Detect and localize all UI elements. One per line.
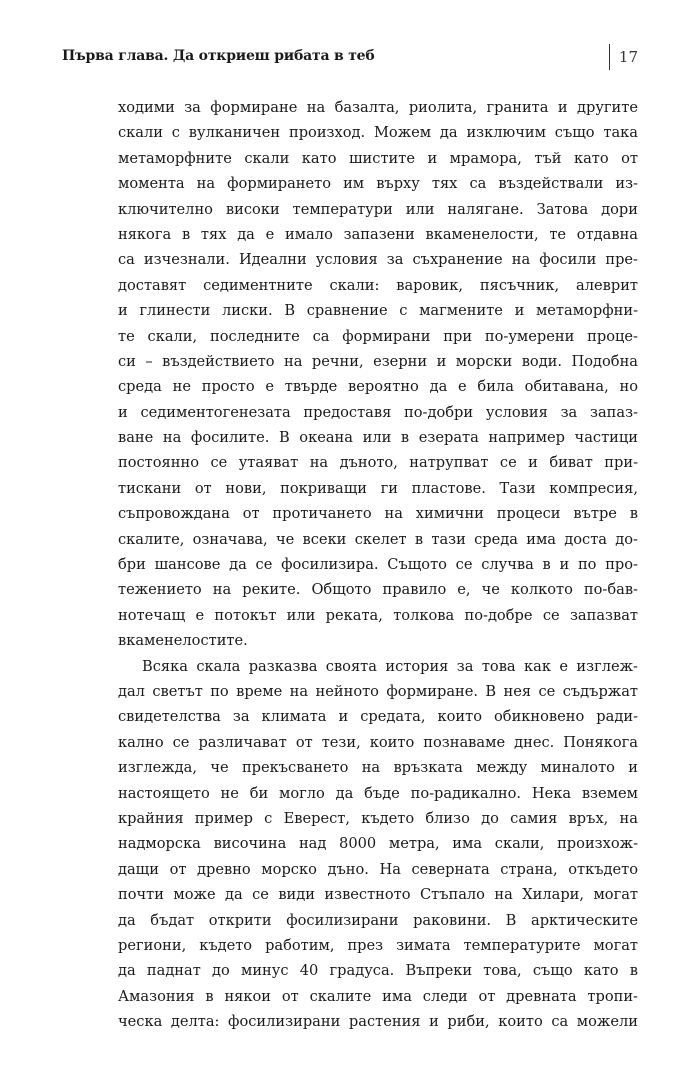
body-text bbox=[118, 95, 638, 1034]
text-line: някога в тях да е имало запазени вкаменелости, те отдавна bbox=[118, 225, 638, 243]
text-line: надморска височина над 8000 метра, има скали, произхож- bbox=[118, 835, 638, 853]
page-number: 17 bbox=[618, 48, 638, 66]
text-line: нотечащ е потокът или реката, толкова по-добре се запазват bbox=[118, 606, 638, 624]
text-line: изглежда, че прекъсването на връзката между миналото и bbox=[118, 759, 638, 777]
text-line: ване на фосилите. В океана или в езерата например частици bbox=[118, 429, 638, 447]
text-line: ключително високи температури или налягане. Затова дори bbox=[118, 200, 638, 218]
text-line: крайния пример с Еверест, където близо до самия връх, на bbox=[118, 809, 638, 827]
text-line: Амазония в някои от скалите има следи от древната тропи- bbox=[118, 987, 638, 1005]
text-line: региони, където работим, през зимата температурите могат bbox=[118, 936, 638, 954]
text-line: настоящето не би могло да бъде по-радикално. Нека вземем bbox=[118, 784, 638, 802]
text-line: и седиментогенезата предоставя по-добри условия за запаз- bbox=[118, 403, 638, 421]
text-line: среда не просто е твърде вероятно да е била обитавана, но bbox=[118, 378, 638, 396]
text-line: са изчезнали. Идеални условия за съхранение на фосили пре- bbox=[118, 251, 638, 269]
folio-divider bbox=[609, 44, 610, 70]
paragraph-first-line: Всяка скала разказва своята история за това как е изглеж- bbox=[142, 657, 638, 675]
folio bbox=[609, 44, 638, 70]
text-line: скали с вулканичен произход. Можем да изключим също така bbox=[118, 124, 638, 142]
text-line: да паднат до минус 40 градуса. Въпреки това, също като в bbox=[118, 962, 638, 980]
text-line: почти може да се види известното Стъпало на Хилари, могат bbox=[118, 886, 638, 904]
text-line: и глинести лиски. В сравнение с магмените и метаморфни- bbox=[118, 302, 638, 320]
paragraph-end-line: вкаменелостите. bbox=[118, 632, 248, 650]
text-line: метаморфните скали като шистите и мрамора, тъй като от bbox=[118, 149, 638, 167]
text-line: ходими за формиране на базалта, риолита, гранита и другите bbox=[118, 99, 638, 116]
text-line: те скали, последните са формирани при по-умерени проце- bbox=[118, 327, 638, 345]
text-line: момента на формирането им върху тях са въздействали из- bbox=[118, 175, 638, 193]
running-head-title: Първа глава. Да откриеш рибата в теб bbox=[62, 48, 375, 64]
text-line: дал светът по време на нейното формиране. В нея се съдържат bbox=[118, 682, 638, 700]
text-line: ческа делта: фосилизирани растения и риби, които са можели bbox=[118, 1013, 638, 1031]
text-line: тискани от нови, покриващи ги пластове. Тази компресия, bbox=[118, 479, 638, 497]
text-line: да бъдат открити фосилизирани раковини. В арктическите bbox=[118, 911, 638, 929]
text-line: си – въздействието на речни, езерни и морски води. Подобна bbox=[118, 352, 638, 370]
text-line: дащи от древно морско дъно. На северната страна, откъдето bbox=[118, 860, 638, 878]
text-line: скалите, означава, че всеки скелет в тази среда има доста до- bbox=[118, 530, 638, 548]
text-line: постоянно се утаяват на дъното, натрупват се и биват при- bbox=[118, 454, 638, 472]
text-line: бри шансове да се фосилизира. Същото се случва в и по про- bbox=[118, 556, 638, 574]
text-line: кално се различават от тези, които познаваме днес. Понякога bbox=[118, 733, 638, 751]
text-line: доставят седиментните скали: варовик, пясъчник, алеврит bbox=[118, 276, 638, 294]
text-line: съпровождана от протичането на химични процеси вътре в bbox=[118, 505, 638, 523]
text-line: тежението на реките. Общото правило е, че колкото по-бав- bbox=[118, 581, 638, 599]
text-line: свидетелства за климата и средата, които обикновено ради- bbox=[118, 708, 638, 726]
